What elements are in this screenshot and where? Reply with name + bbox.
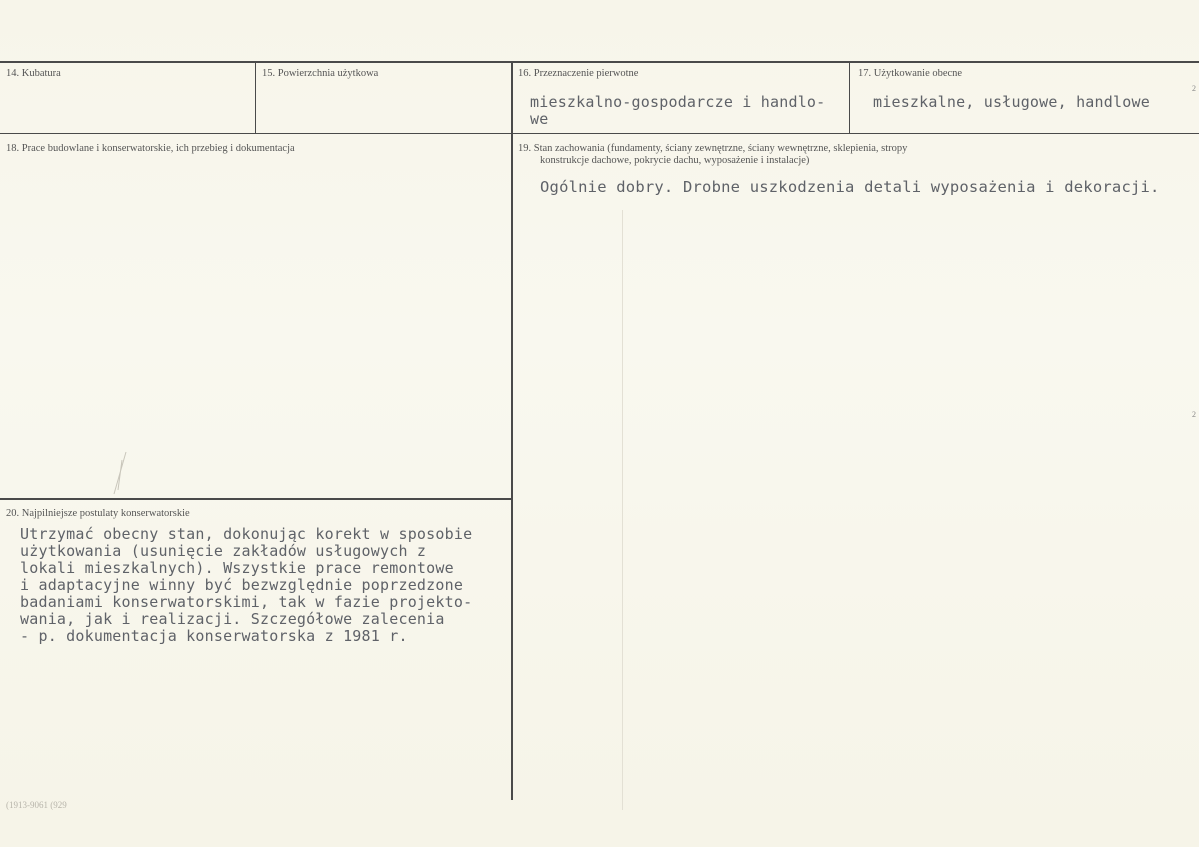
field-20-line: lokali mieszkalnych). Wszystkie prace remontowe [20, 559, 454, 577]
field-19-value: Ogólnie dobry. Drobne uszkodzenia detali wyposażenia i dekoracji. [540, 178, 1160, 196]
row20-top-rule [0, 498, 512, 500]
footer-print-code: (1913-9061 (929 [6, 800, 67, 810]
field-20-text-block [20, 526, 472, 645]
field-20-label: 20. Najpilniejsze postulaty konserwatorskie [6, 508, 190, 519]
field-19-label-line1: 19. Stan zachowania (fundamenty, ściany zewnętrzne, ściany wewnętrzne, sklepienia, stropy [518, 143, 908, 154]
field-17-label: 17. Użytkowanie obecne [858, 68, 963, 79]
field-20-line: wania, jak i realizacji. Szczegółowe zalecenia [20, 610, 445, 628]
field-17-value: mieszkalne, usługowe, handlowe [873, 93, 1150, 111]
divider-15-16 [511, 62, 513, 800]
field-16-value-line2: we [530, 110, 549, 128]
divider-14-15 [255, 62, 256, 133]
divider-16-17 [849, 62, 850, 133]
field-19-label-line2: konstrukcje dachowe, pokrycie dachu, wyposażenie i instalacje) [540, 155, 810, 166]
field-20-line: Utrzymać obecny stan, dokonując korekt w sposobie [20, 525, 473, 543]
pencil-stroke-mark [100, 450, 140, 500]
field-16-value-line1: mieszkalno-gospodarcze i handlo- [530, 93, 826, 111]
field-20-line: - p. dokumentacja konserwatorska z 1981 r. [20, 627, 408, 645]
top-rule [0, 61, 1199, 63]
field-20-line: badaniami konserwatorskimi, tak w fazie projekto- [20, 593, 473, 611]
field-20-line: użytkowania (usunięcie zakładów usługowych z [20, 542, 427, 560]
faint-inner-guide [622, 210, 623, 810]
field-16-label: 16. Przeznaczenie pierwotne [518, 68, 639, 79]
field-20-line: i adaptacyjne winny być bezwzględnie poprzedzone [20, 576, 464, 594]
field-15-label: 15. Powierzchnia użytkowa [262, 68, 379, 79]
field-18-label: 18. Prace budowlane i konserwatorskie, ich przebieg i dokumentacja [6, 143, 295, 154]
field-14-label: 14. Kubatura [6, 68, 61, 79]
margin-mark: 2 [1192, 84, 1196, 93]
row1-bottom-rule [0, 133, 1199, 134]
margin-mark: 2 [1192, 410, 1196, 419]
